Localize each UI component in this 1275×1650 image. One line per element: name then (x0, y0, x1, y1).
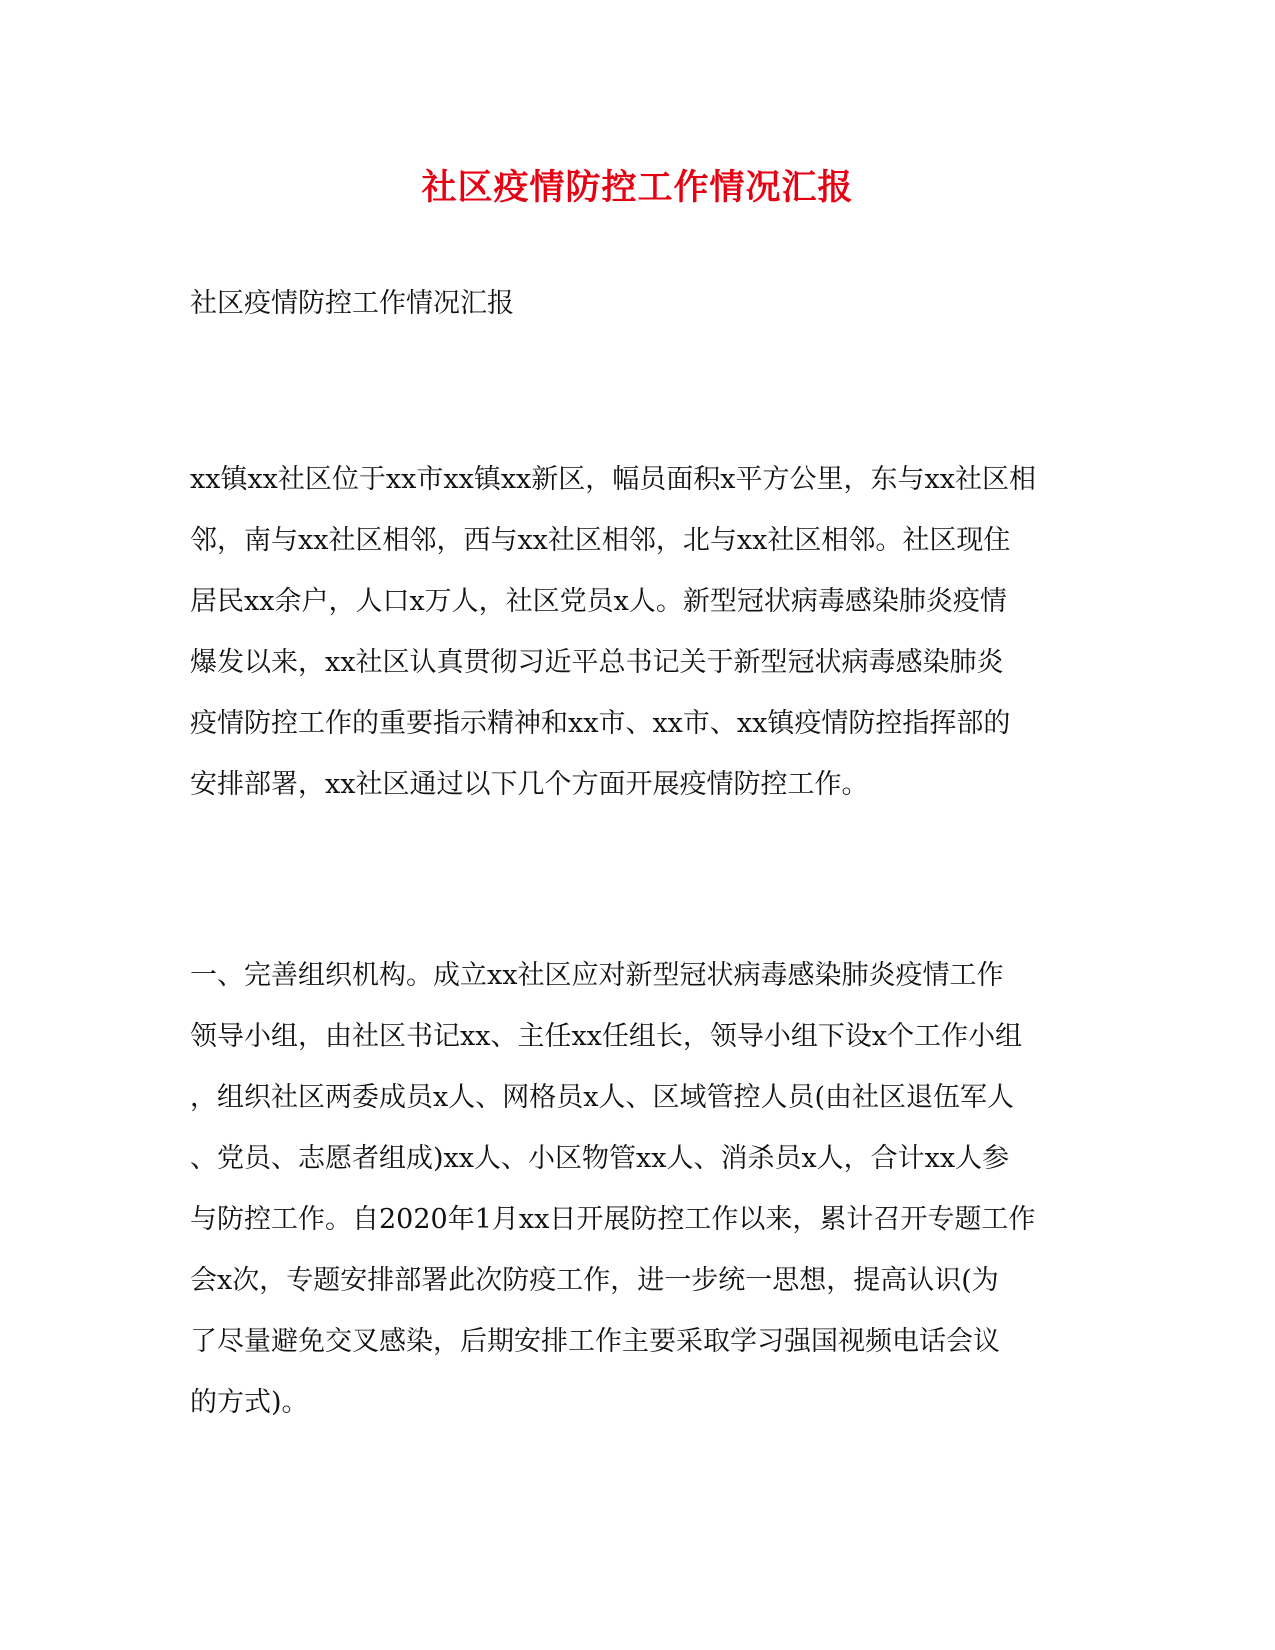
paragraph-line: 一、完善组织机构。成立xx社区应对新型冠状病毒感染肺炎疫情工作 (190, 960, 1004, 991)
paragraph-line: 安排部署，xx社区通过以下几个方面开展疫情防控工作。 (190, 769, 869, 800)
paragraph-line: 与防控工作。自2020年1月xx日开展防控工作以来，累计召开专题工作 (190, 1204, 1036, 1235)
paragraph-line: ，组织社区两委成员x人、网格员x人、区域管控人员(由社区退伍军人 (190, 1082, 1014, 1113)
paragraph-line: 邻，南与xx社区相邻，西与xx社区相邻，北与xx社区相邻。社区现住 (190, 525, 1011, 556)
paragraph-line: 爆发以来，xx社区认真贯彻习近平总书记关于新型冠状病毒感染肺炎 (190, 647, 1004, 678)
paragraph-line: 了尽量避免交叉感染，后期安排工作主要采取学习强国视频电话会议 (190, 1326, 1000, 1357)
paragraph-line: xx镇xx社区位于xx市xx镇xx新区，幅员面积x平方公里，东与xx社区相 (190, 464, 1036, 495)
paragraph-line: 疫情防控工作的重要指示精神和xx市、xx市、xx镇疫情防控指挥部的 (190, 708, 1011, 739)
paragraph-line: 领导小组，由社区书记xx、主任xx任组长，领导小组下设x个工作小组 (190, 1021, 1023, 1052)
paragraph-line: 居民xx余户，人口x万人，社区党员x人。新型冠状病毒感染肺炎疫情 (190, 586, 1007, 617)
paragraph-line: 的方式)。 (190, 1387, 309, 1418)
paragraph-line: 会x次，专题安排部署此次防疫工作，进一步统一思想，提高认识(为 (190, 1265, 999, 1296)
paragraph-line: 、党员、志愿者组成)xx人、小区物管xx人、消杀员x人，合计xx人参 (190, 1143, 1010, 1174)
document-subtitle: 社区疫情防控工作情况汇报 (190, 288, 514, 319)
document-title: 社区疫情防控工作情况汇报 (421, 167, 854, 208)
